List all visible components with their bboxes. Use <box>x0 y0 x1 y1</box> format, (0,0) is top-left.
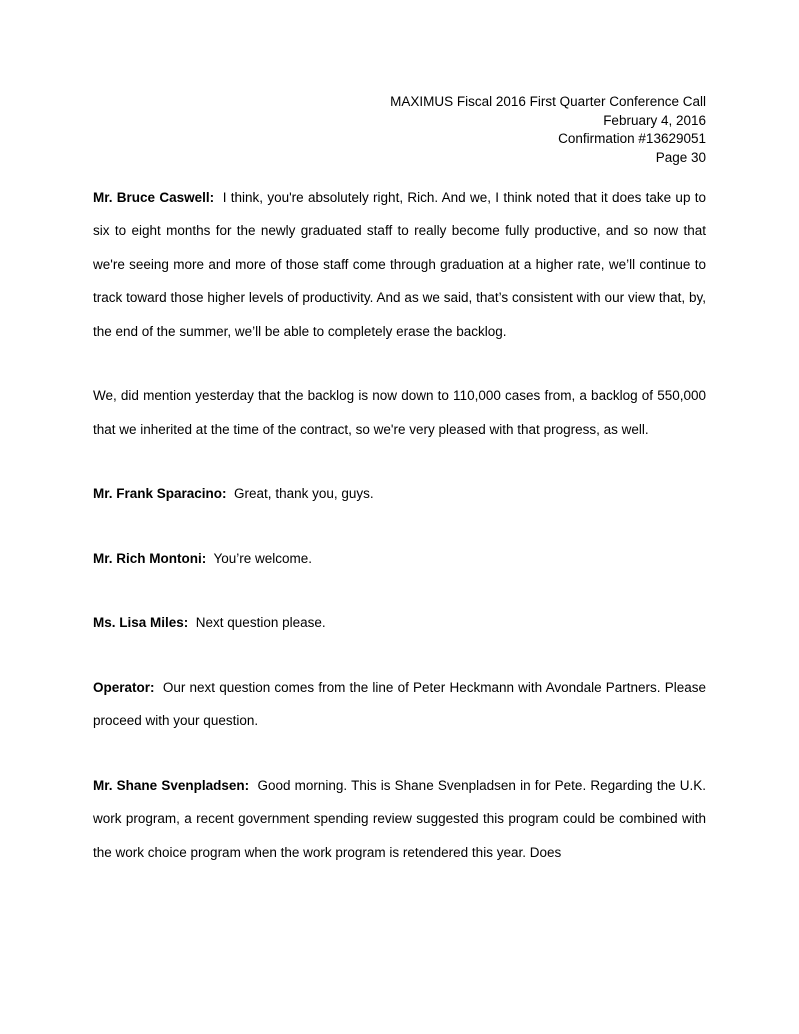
document-header <box>93 93 706 168</box>
paragraph-text: Good morning. This is Shane Svenpladsen in for Pete. Regarding the U.K. work program, a recent government spending review suggested this program could be combined with the work choice program when the work program is retendered this year. Does <box>93 777 706 860</box>
paragraph-text: Our next question comes from the line of Peter Heckmann with Avondale Partners. Please proceed with your question. <box>93 679 706 729</box>
header-page-number: Page 30 <box>655 150 706 166</box>
paragraph-text: I think, you're absolutely right, Rich. And we, I think noted that it does take up to six to eight months for the newly graduated staff to really become fully productive, and so now that we're seeing more and more of those staff come through graduation at a higher rate, we’ll continue to track toward those higher levels of productivity. And as we said, that’s consistent with our view that, by, the end of the summer, we’ll be able to completely erase the backlog. <box>93 189 707 339</box>
header-date: February 4, 2016 <box>603 112 706 128</box>
header-confirmation: Confirmation #13629051 <box>558 131 706 147</box>
paragraph-text: You’re welcome. <box>206 550 313 566</box>
paragraph <box>93 181 706 349</box>
paragraph <box>93 379 706 446</box>
header-title: MAXIMUS Fiscal 2016 First Quarter Conference Call <box>390 94 706 109</box>
paragraph <box>93 606 706 640</box>
speaker-name: Mr. Frank Sparacino: <box>93 486 227 502</box>
speaker-name: Ms. Lisa Miles: <box>93 615 189 631</box>
speaker-name: Mr. Bruce Caswell: <box>93 189 215 205</box>
paragraph <box>93 769 706 870</box>
paragraph <box>93 542 706 576</box>
paragraph-text: Next question please. <box>188 615 326 631</box>
speaker-name: Mr. Shane Svenpladsen: <box>93 777 250 793</box>
paragraph <box>93 477 706 511</box>
paragraph <box>93 671 706 738</box>
speaker-name: Operator: <box>93 679 155 695</box>
paragraph-text: Great, thank you, guys. <box>226 486 374 502</box>
transcript-body <box>93 181 706 870</box>
speaker-name: Mr. Rich Montoni: <box>93 550 207 566</box>
paragraph-text: We, did mention yesterday that the backlog is now down to 110,000 cases from, a backlog of 550,000 that we inherited at the time of the contract, so we're very pleased with that progress, as well. <box>93 388 706 437</box>
